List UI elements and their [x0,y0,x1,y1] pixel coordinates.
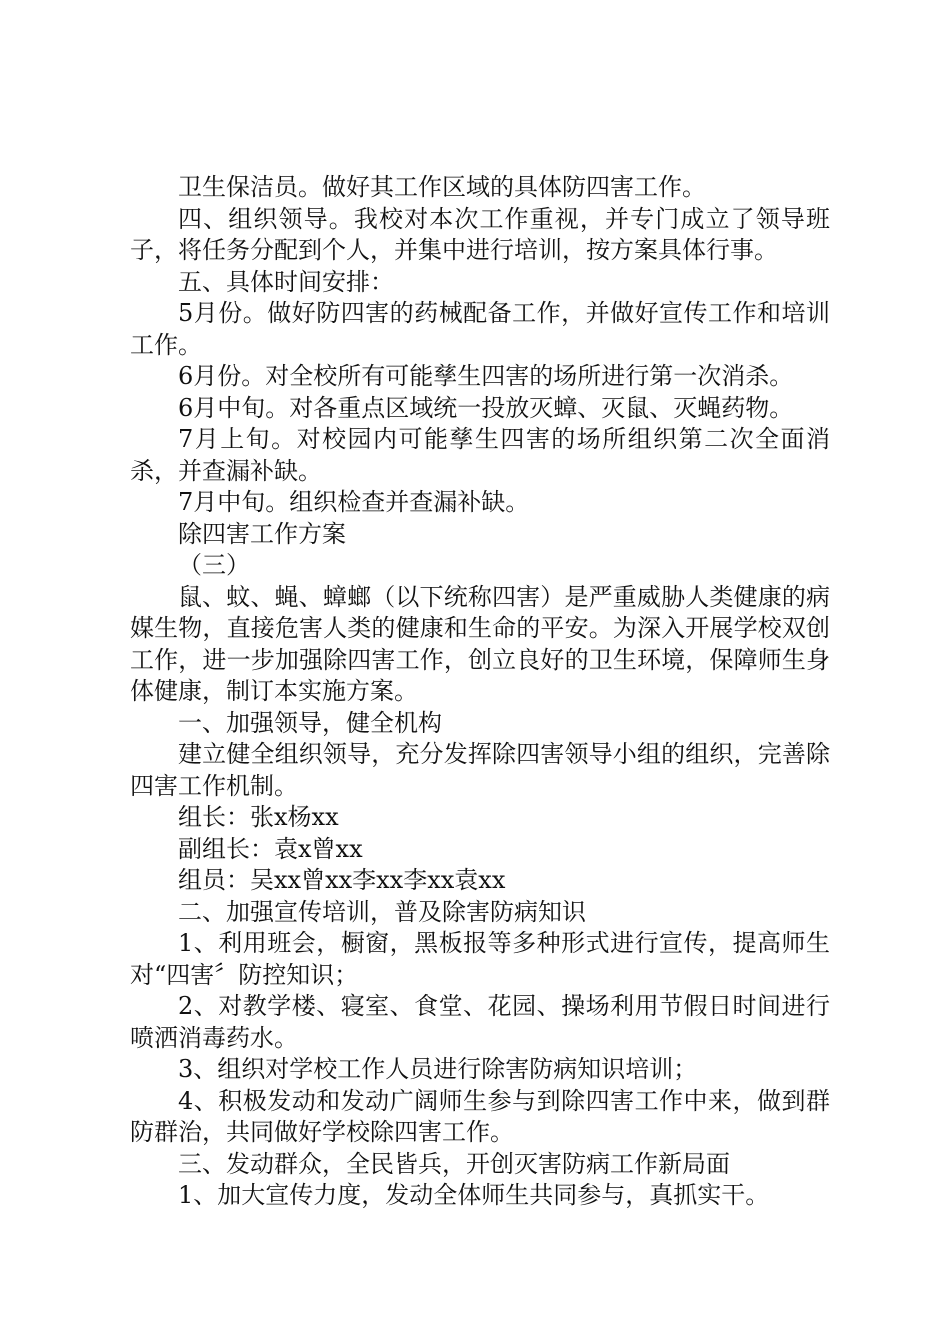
paragraph: 组员：吴xx曾xx李xx李xx袁xx [178,866,506,894]
paragraph: 7月中旬。组织检查并查漏补缺。 [178,488,530,516]
paragraph: 6月份。对全校所有可能孳生四害的场所进行第一次消杀。 [178,362,794,390]
paragraph: 6月中旬。对各重点区域统一投放灭蟑、灭鼠、灭蝇药物。 [178,393,794,422]
paragraph: 副组长：袁x曾xx [178,834,363,863]
paragraph: 1、利用班会，橱窗，黑板报等多种形式进行宣传，提高师生对“四害〞防控知识； [130,929,830,989]
section-heading: 二、加强宣传培训，普及除害防病知识 [178,897,586,926]
paragraph: 建立健全组织领导，充分发挥除四害领导小组的组织，完善除四害工作机制。 [130,740,830,800]
paragraph: 4、积极发动和发动广阔师生参与到除四害工作中来，做到群防群治，共同做好学校除四害工作。 [130,1086,830,1146]
paragraph: 7月上旬。对校园内可能孳生四害的场所组织第二次全面消杀，并查漏补缺。 [130,425,830,485]
paragraph: 1、加大宣传力度，发动全体师生共同参与，真抓实干。 [178,1181,770,1209]
document-subtitle: （三） [178,551,250,579]
paragraph: 鼠、蚊、蝇、蟑螂（以下统称四害）是严重威胁人类健康的病媒生物，直接危害人类的健康和生命的平安。为深入开展学校双创工作，进一步加强除四害工作，创立良好的卫生环境，保障师生身体健康，制订本实施方案。 [130,582,830,705]
document-title: 除四害工作方案 [178,519,346,548]
paragraph: 卫生保洁员。做好其工作区域的具体防四害工作。 [178,173,706,201]
section-heading: 三、发动群众，全民皆兵，开创灭害防病工作新局面 [178,1149,730,1178]
section-heading: 一、加强领导，健全机构 [178,708,442,737]
paragraph: 2、对教学楼、寝室、食堂、花园、操场利用节假日时间进行喷洒消毒药水。 [130,992,830,1052]
paragraph: 5月份。做好防四害的药械配备工作，并做好宣传工作和培训工作。 [130,299,830,359]
paragraph: 3、组织对学校工作人员进行除害防病知识培训； [178,1055,698,1083]
document-body [130,172,830,1212]
paragraph: 组长：张x杨xx [178,803,339,831]
section-heading: 五、具体时间安排： [178,267,394,296]
paragraph: 四、组织领导。我校对本次工作重视，并专门成立了领导班子，将任务分配到个人，并集中进行培训，按方案具体行事。 [130,204,830,264]
